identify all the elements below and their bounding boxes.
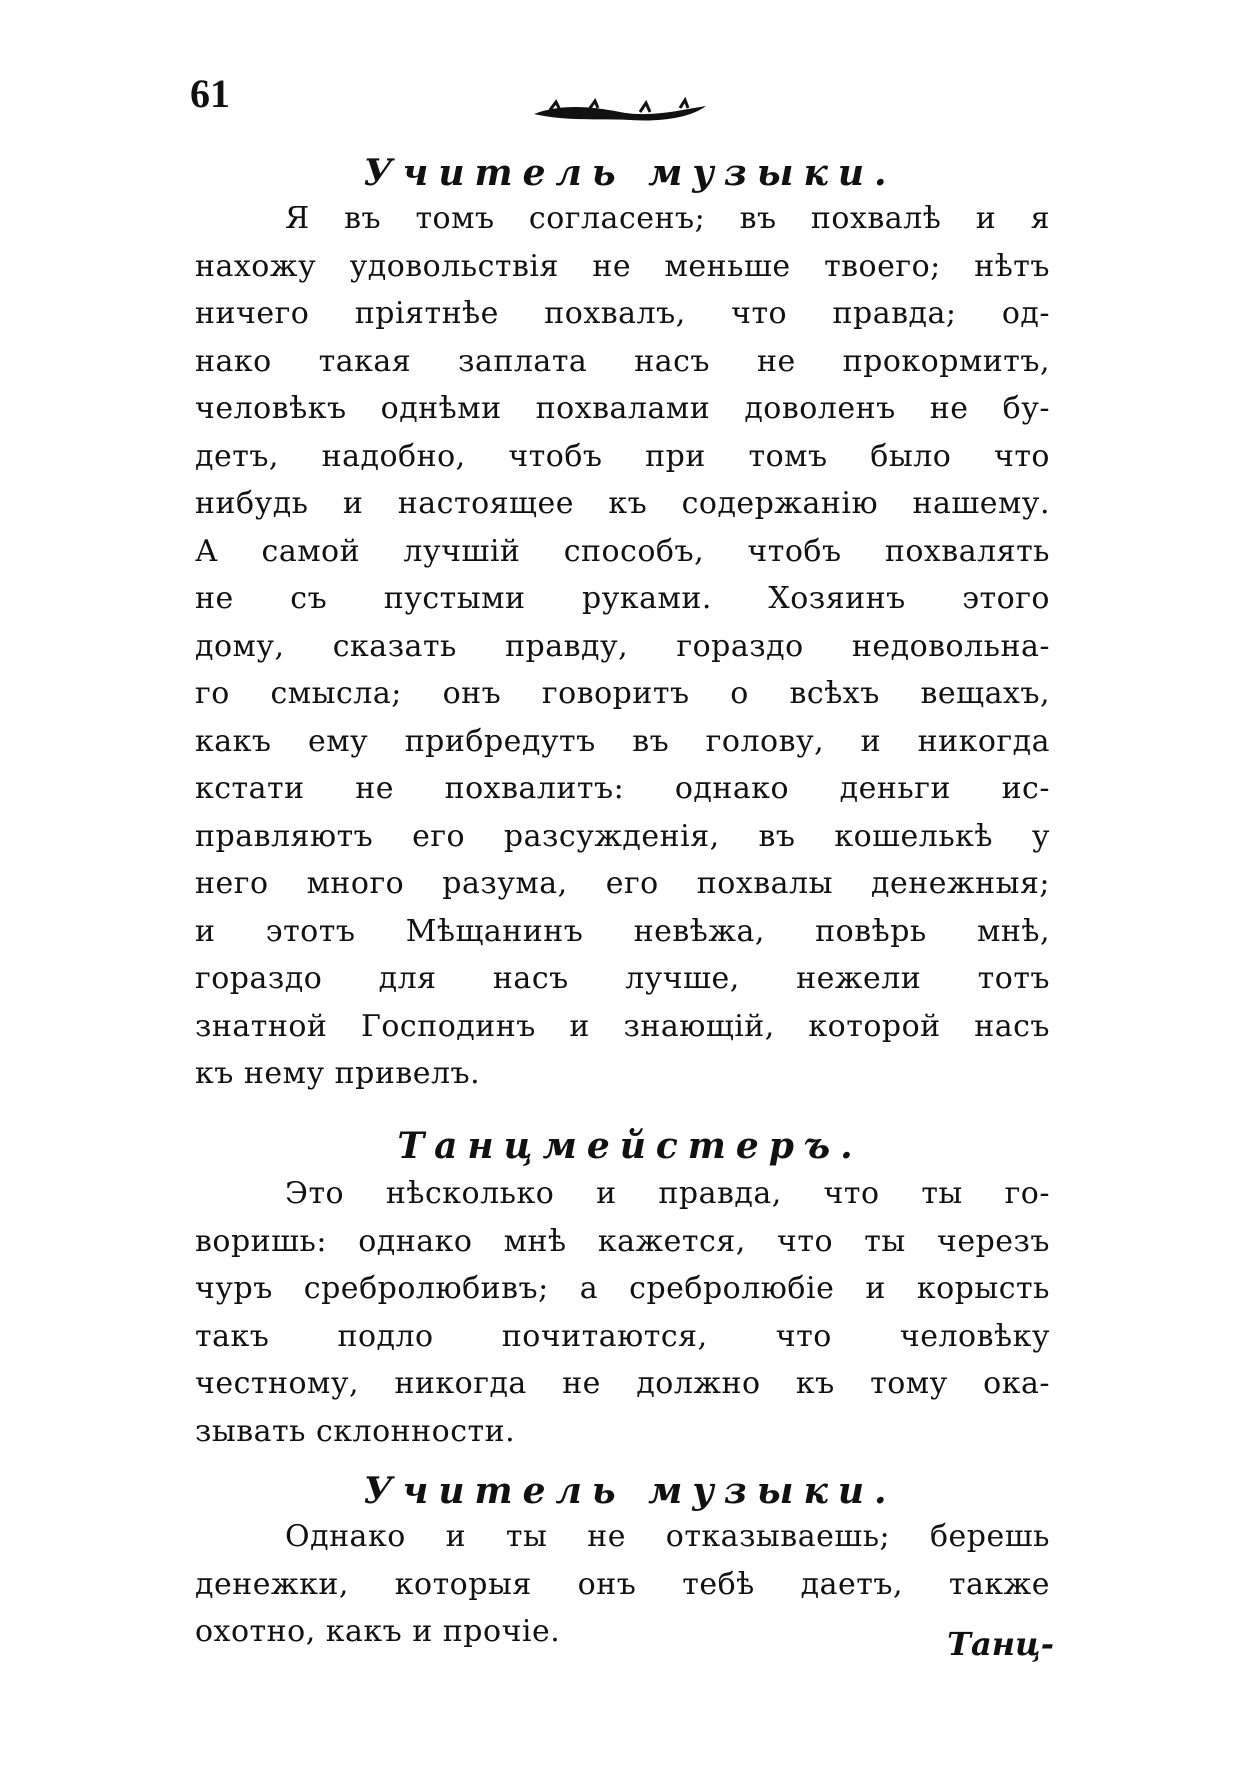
text-line: зывать склонности. (195, 1413, 516, 1449)
text-line: кстати не похвалитъ: однако деньги ис- (195, 771, 1050, 806)
catchword: Танц- (947, 1625, 1054, 1663)
speaker-heading-music-teacher: Учитель музыки. (363, 152, 897, 194)
text-line: гораздо для насъ лучше, нежели тотъ (195, 961, 1050, 996)
text-line: не съ пустыми руками. Хозяинъ этого (195, 581, 1050, 616)
text-line: честному, никогда не должно къ тому ока- (195, 1366, 1050, 1401)
text-line: нахожу удовольствія не меньше твоего; нѣтъ (195, 248, 1050, 284)
text-line: чуръ сребролюбивъ; а сребролюбіе и корысть (195, 1271, 1050, 1306)
text-line: нибудь и настоящее къ содержанію нашему. (195, 486, 1050, 521)
text-line: детъ, надобно, чтобъ при томъ было что (195, 438, 1050, 474)
text-line: нако такая заплата насъ не прокормитъ, (195, 343, 1050, 379)
speech-paragraph (195, 195, 1050, 1098)
text-line: къ нему привелъ. (195, 1056, 481, 1091)
text-line: воришь: однако мнѣ кажется, что ты черезъ (195, 1223, 1050, 1259)
page-number: 61 (190, 71, 230, 116)
text-line: правляютъ его разсужденія, въ кошелькѣ у (195, 818, 1050, 854)
text-line: охотно, какъ и прочіе. (195, 1614, 561, 1649)
text-line: Это нѣсколько и правда, что ты го- (285, 1176, 1050, 1211)
text-line: дому, сказать правду, гораздо недовольна- (195, 628, 1050, 664)
text-line: него много разума, его похвалы денежныя; (195, 866, 1050, 901)
decorative-ornament (530, 92, 710, 132)
text-line: Однако и ты не отказываешь; берешь (285, 1519, 1050, 1554)
text-line: денежки, которыя онъ тебѣ даетъ, также (195, 1566, 1050, 1602)
text-line: А самой лучшій способъ, чтобъ похвалять (195, 533, 1050, 569)
speaker-heading-dance-master: Танцмейстеръ. (397, 1125, 863, 1167)
speaker-heading-music-teacher: Учитель музыки. (363, 1470, 897, 1512)
text-line: человѣкъ однѣми похвалами доволенъ не бу- (195, 391, 1050, 426)
text-line: ничего пріятнѣе похвалъ, что правда; од- (195, 296, 1050, 331)
text-line: го смысла; онъ говоритъ о всѣхъ вещахъ, (195, 676, 1050, 711)
text-line: какъ ему прибредутъ въ голову, и никогда (195, 723, 1050, 759)
text-line: знатной Господинъ и знающій, которой насъ (195, 1008, 1050, 1044)
speech-paragraph (195, 1170, 1050, 1455)
speech-paragraph (195, 1513, 1050, 1656)
text-line: Я въ томъ согласенъ; въ похвалѣ и я (285, 201, 1050, 236)
text-line: такъ подло почитаются, что человѣку (195, 1318, 1050, 1354)
text-line: и этотъ Мѣщанинъ невѣжа, повѣрь мнѣ, (195, 913, 1050, 949)
